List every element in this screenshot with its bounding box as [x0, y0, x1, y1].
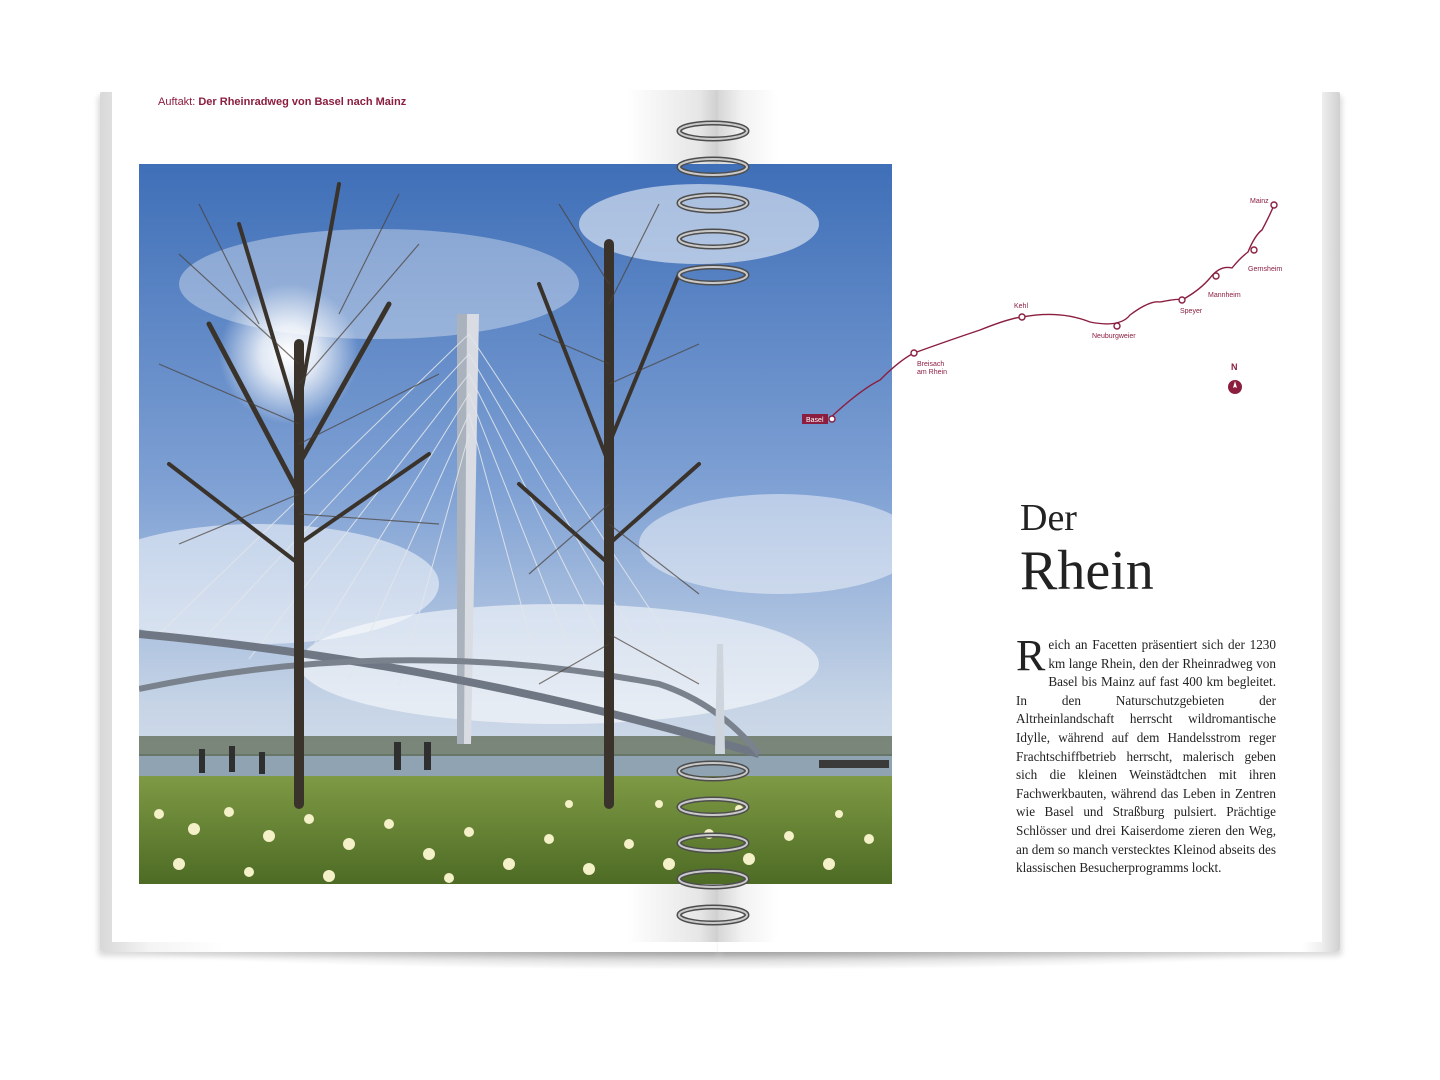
stop-marker-basel	[829, 416, 835, 422]
binding-ring	[676, 120, 750, 142]
stop-marker-mainz	[1271, 202, 1277, 208]
binding-ring	[676, 228, 750, 250]
binding-ring	[676, 156, 750, 178]
stop-marker-neuburgweier	[1114, 323, 1120, 329]
compass-icon	[1226, 360, 1246, 398]
intro-text: eich an Facetten präsentiert sich der 1230 km lange Rhein, den der Rheinradweg von Basel bis Mainz auf fast 400 km begleitet. In den Naturschutzgebieten der Altrheinlandschaft herrscht wildromantische Idylle, während auf dem Handelsstrom reger Frachtschiffbetrieb herrscht, malerisch geben sich die kleinen Weinstädtchen mit ihren Fachwerkbauten, während das Leben in Zentren wie Basel und Straßburg pulsiert. Prächtige Schlösser und drei Kaiserdome zieren den Weg, an dem so manch verstecktes Kleinod abseits des klassischen Besucherprogramms lockt.	[1016, 637, 1276, 876]
title-line-1: Der	[1020, 497, 1077, 539]
binding-ring	[676, 832, 750, 854]
stop-label-kehl: Kehl	[1014, 303, 1029, 310]
route-line	[830, 205, 1274, 418]
stop-label-gernsheim: Gernsheim	[1248, 266, 1283, 273]
stop-marker-speyer	[1179, 297, 1185, 303]
stop-label-neuburgweier: Neuburgweier	[1092, 333, 1136, 340]
bridge-photo	[139, 164, 892, 884]
stop-marker-gernsheim	[1251, 247, 1257, 253]
stop-marker-kehl	[1019, 314, 1025, 320]
title-line-2: Rhein	[1020, 540, 1154, 602]
binding-ring	[676, 192, 750, 214]
stop-label-basel: Basel	[806, 417, 824, 424]
binding-ring	[676, 868, 750, 890]
binding-ring	[676, 760, 750, 782]
running-head-title: Der Rheinradweg von Basel nach Mainz	[198, 96, 407, 108]
stop-label-speyer: Speyer	[1180, 308, 1203, 315]
stop-label-mainz: Mainz	[1250, 198, 1269, 205]
stop-label-mannheim: Mannheim	[1208, 292, 1241, 299]
binding-ring	[676, 264, 750, 286]
running-head-prefix: Auftakt:	[158, 96, 199, 108]
running-head	[158, 96, 406, 108]
stop-marker-mannheim	[1213, 273, 1219, 279]
bridge-photo-illustration	[139, 164, 892, 884]
intro-paragraph	[1016, 631, 1276, 878]
route-map	[800, 190, 1300, 430]
stop-marker-breisach	[911, 350, 917, 356]
stop-label-breisach: Breisach am Rhein	[917, 361, 947, 376]
page-title	[1020, 496, 1154, 602]
binding-ring	[676, 796, 750, 818]
compass-north-label: N	[1231, 362, 1238, 372]
binding-ring	[676, 904, 750, 926]
dropcap: R	[1016, 631, 1046, 680]
compass	[1226, 360, 1246, 403]
